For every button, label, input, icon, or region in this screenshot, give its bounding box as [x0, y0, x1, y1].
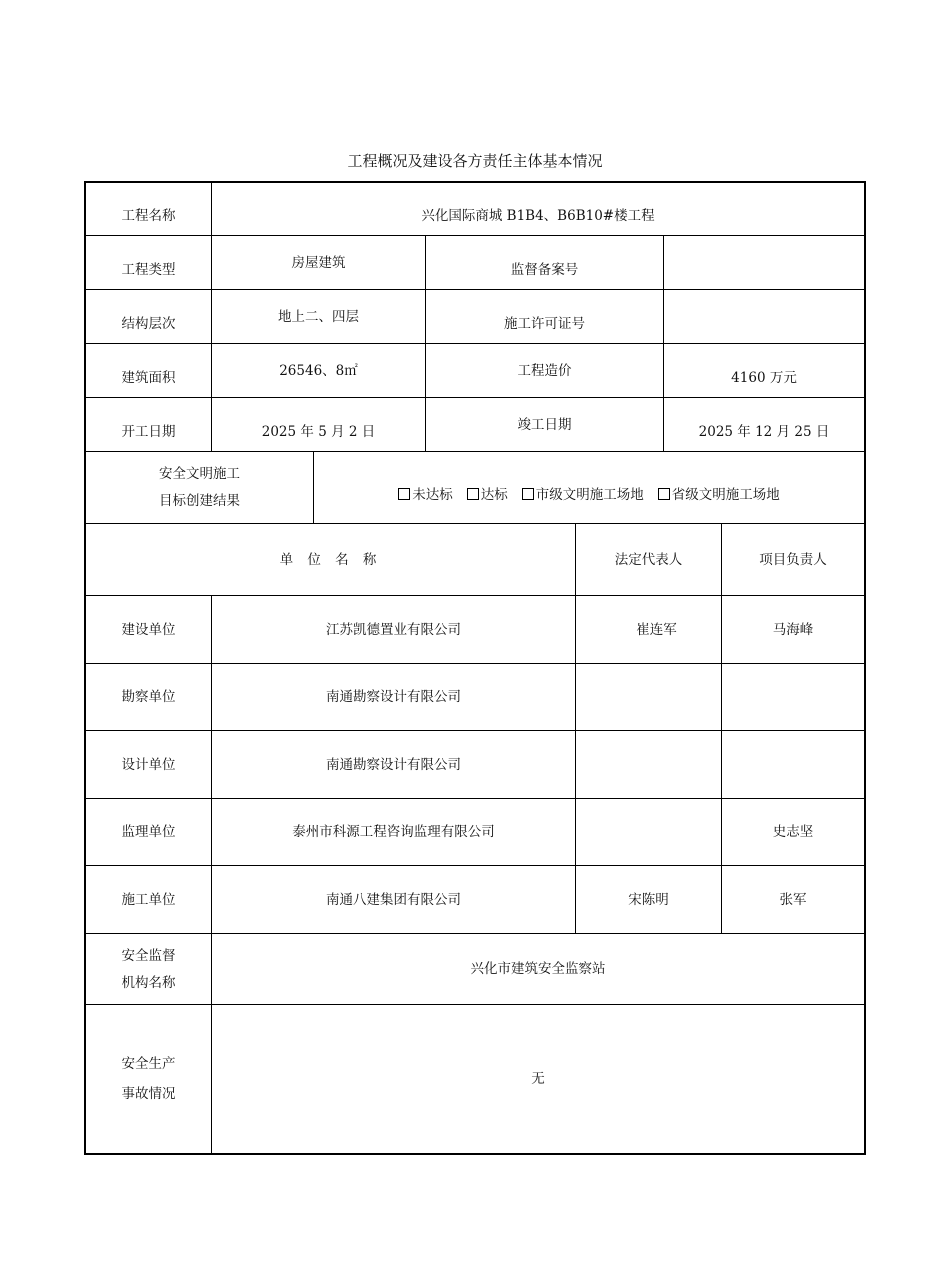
checkbox-icon: [398, 488, 410, 500]
manager-header: 项目负责人: [759, 551, 827, 568]
safety-target-label: [86, 452, 313, 524]
unit-name: 南通勘察设计有限公司: [326, 756, 461, 773]
unit-name-header: 单 位 名 称: [279, 551, 382, 568]
safety-target-label-line1: 安全文明施工: [159, 466, 240, 482]
unit-manager: 马海峰: [772, 621, 814, 638]
project-info-table: [84, 181, 866, 1155]
option-province-level[interactable]: [658, 482, 780, 509]
unit-manager: 史志坚: [772, 824, 814, 840]
supervision-label: [86, 934, 211, 1005]
permit-number-label: 施工许可证号: [504, 315, 585, 332]
unit-role: 勘察单位: [121, 689, 176, 705]
cost-label: 工程造价: [517, 362, 572, 379]
option-label: 未达标: [412, 486, 453, 503]
area-label: 建筑面积: [121, 369, 176, 386]
unit-name: 江苏凯德置业有限公司: [326, 621, 461, 638]
option-not-met[interactable]: [398, 482, 453, 509]
project-name-value: 兴化国际商城 B1B4、B6B10#楼工程: [421, 207, 655, 224]
filing-number-label: 监督备案号: [510, 261, 579, 278]
unit-manager: 张军: [779, 891, 807, 908]
unit-role: 监理单位: [121, 824, 176, 840]
project-name-label: 工程名称: [121, 207, 176, 224]
start-date-label: 开工日期: [121, 423, 176, 440]
accidents-label: [86, 1017, 211, 1141]
structure-label: 结构层次: [121, 315, 176, 332]
supervision-label-line2: 机构名称: [121, 974, 176, 991]
unit-legal-rep: 宋陈明: [628, 891, 669, 908]
checkbox-icon: [658, 488, 670, 500]
unit-legal-rep: [576, 731, 721, 799]
unit-name: 南通勘察设计有限公司: [326, 689, 461, 705]
accidents-value: 无: [531, 1070, 545, 1087]
page-title: 工程概况及建设各方责任主体基本情况: [347, 152, 603, 170]
structure-value: 地上二、四层: [278, 308, 359, 325]
unit-manager: [722, 664, 864, 731]
unit-legal-rep: [576, 799, 721, 866]
project-type-value: 房屋建筑: [291, 254, 346, 271]
completion-date-value: 2025 年 12 月 25 日: [698, 423, 830, 440]
option-label: 省级文明施工场地: [671, 486, 780, 503]
supervision-value: 兴化市建筑安全监察站: [470, 961, 606, 977]
project-type-label: 工程类型: [121, 261, 176, 278]
option-label: 市级文明施工场地: [535, 486, 644, 503]
unit-name: 泰州市科源工程咨询监理有限公司: [292, 824, 495, 840]
unit-role: 设计单位: [121, 756, 176, 773]
legal-rep-header: 法定代表人: [614, 551, 683, 568]
option-city-level[interactable]: [522, 482, 644, 509]
start-date-value: 2025 年 5 月 2 日: [261, 423, 376, 440]
unit-name: 南通八建集团有限公司: [326, 891, 461, 908]
option-label: 达标: [480, 486, 508, 503]
unit-role: 施工单位: [121, 891, 176, 908]
accidents-label-line2: 事故情况: [121, 1086, 176, 1102]
accidents-label-line1: 安全生产: [121, 1056, 176, 1072]
completion-date-label: 竣工日期: [517, 416, 572, 433]
unit-legal-rep: 崔连军: [636, 621, 677, 638]
supervision-label-line1: 安全监督: [121, 947, 176, 964]
area-value: 26546、8㎡: [279, 362, 358, 379]
filing-number-value: [664, 243, 864, 297]
unit-role: 建设单位: [121, 621, 176, 638]
safety-target-label-line2: 目标创建结果: [159, 493, 240, 509]
unit-legal-rep: [576, 664, 721, 731]
checkbox-icon: [522, 488, 534, 500]
option-met[interactable]: [467, 482, 508, 509]
permit-number-value: [664, 297, 864, 351]
unit-manager: [722, 731, 864, 799]
checkbox-icon: [467, 488, 479, 500]
safety-target-options: [314, 459, 864, 531]
cost-value: 4160 万元: [731, 369, 797, 386]
